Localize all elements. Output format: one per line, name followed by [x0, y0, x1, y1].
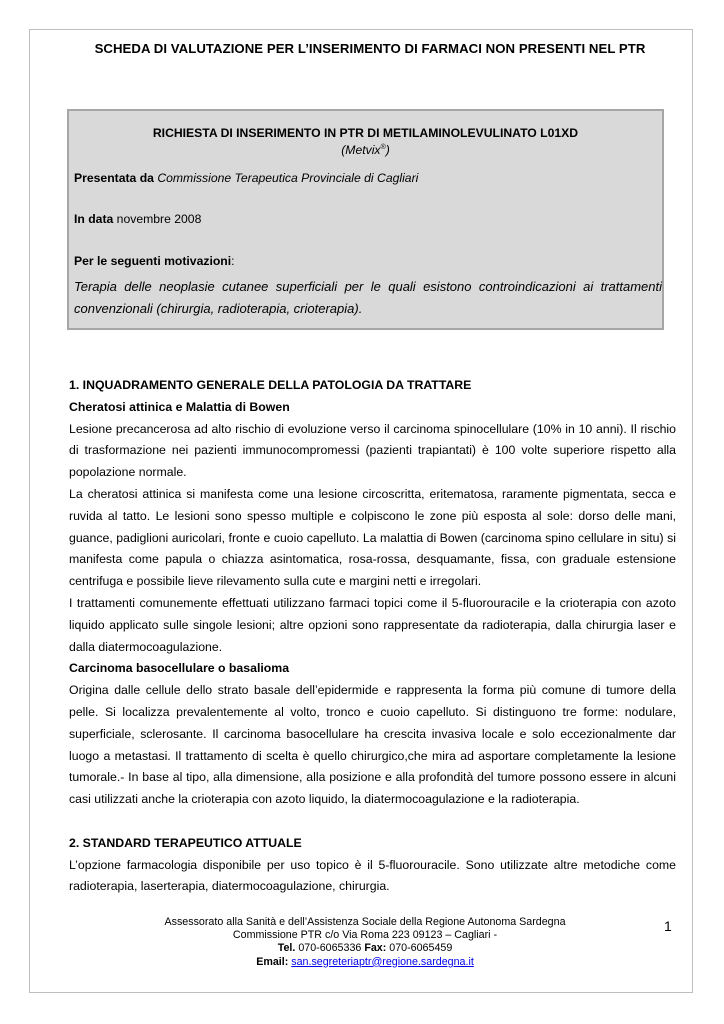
presented-value: Commissione Terapeutica Provinciale di Cagliari [157, 171, 419, 185]
footer-email [100, 956, 630, 969]
drug-name: (Metvix [341, 143, 381, 157]
footer-line-2: Commissione PTR c/o Via Roma 223 09123 – Cagliari - [232, 929, 498, 942]
paragraph: I trattamenti comunemente effettuati utilizzano farmaci topici come il 5-fluorouracile e la crioterapia con azoto liquido applicato sulle singole lesioni; altre opzioni sono rappresentate da radioterapia, dalla chirurgia laser e dalla diatermocoagulazione. [69, 595, 676, 654]
footer [100, 916, 630, 969]
fax-label: Fax: [364, 942, 387, 955]
document-body [69, 375, 676, 898]
paragraph: Origina dalle cellule dello strato basale dell’epidermide e rappresenta la forma più comune di tumore della pelle. Si localizza prevalentemente al volto, tronco e cuoio capelluto. Si distinguono tre forme: nodulare, superficiale, sclerosante. Il carcinoma basocellulare ha crescita invasiva locale e solo eccezionalmente dar luogo a metastasi. Il trattamento di scelta è quello chirurgico,che mira ad asportare completamente la lesione tumorale.- In base al tipo, alla dimensione, alla posizione e alla profondità del tumore possono essere in alcuni casi utilizzati anche la crioterapia con azoto liquido, la diatermocoagulazione e la radioterapia. [69, 683, 676, 807]
registered-mark: ® [380, 143, 386, 151]
date-value: novembre 2008 [116, 212, 202, 226]
spacer [69, 811, 676, 833]
reasons-text: Terapia delle neoplasie cutanee superficiali per le quali esistono controindicazioni ai trattamenti convenzionali (chirurgia, radioterapia, crioterapia). [74, 279, 662, 316]
email-link[interactable]: san.segreteriaptr@regione.sardegna.it [291, 955, 474, 968]
request-title: RICHIESTA DI INSERIMENTO IN PTR DI METILAMINOLEVULINATO L01XD [152, 126, 579, 140]
reasons-colon: : [231, 254, 235, 268]
section1-heading: 1. INQUADRAMENTO GENERALE DELLA PATOLOGIA DA TRATTARE [69, 378, 472, 392]
reasons-line [74, 254, 235, 268]
section1-subheading-keratosis: Cheratosi attinica e Malattia di Bowen [69, 399, 290, 414]
tel-label: Tel. [277, 942, 296, 955]
request-box [67, 109, 664, 330]
presented-label: Presentata da [74, 171, 154, 185]
paragraph: La cheratosi attinica si manifesta come una lesione circoscritta, eritematosa, raramente pigmentata, secca e ruvida al tatto. Le lesioni sono spesso multiple e colpiscono le zone più esposta al sole: dorso delle mani, guance, padiglioni auricolari, fronte e cuoio capelluto. La malattia di Bowen (carcinoma spino cellulare in situ) si manifesta come papula o chiazza asintomatica, rosa-rossa, desquamante, fissa, con graduale estensione centrifuga e possibile lieve rilevamento sulla cute e margini netti e irregolari. [69, 486, 676, 589]
fax-value: 070-6065459 [389, 942, 453, 955]
date-label: In data [74, 212, 114, 226]
drug-close: ) [385, 143, 390, 157]
drug-brand-name [69, 143, 662, 157]
reasons-label: Per le seguenti motivazioni [74, 254, 232, 268]
document-title: SCHEDA DI VALUTAZIONE PER L’INSERIMENTO DI FARMACI NON PRESENTI NEL PTR [94, 41, 646, 56]
section2-heading: 2. STANDARD TERAPEUTICO ATTUALE [69, 835, 302, 850]
footer-line-1: Assessorato alla Sanità e dell’Assistenza Sociale della Regione Autonoma Sardegna [164, 916, 566, 928]
tel-value: 070-6065336 [298, 942, 362, 955]
presented-by-line [74, 171, 418, 185]
paragraph: L’opzione farmacologia disponibile per uso topico è il 5-fluorouracile. Sono utilizzate altre metodiche come radioterapia, laserterapia, diatermocoagulazione, chirurgia. [69, 857, 676, 894]
page-number: 1 [664, 918, 672, 934]
section1-subheading-basalioma: Carcinoma basocellulare o basalioma [69, 661, 290, 676]
date-line [74, 212, 201, 226]
paragraph: Lesione precancerosa ad alto rischio di evoluzione verso il carcinoma spinocellulare (10% in 10 anni). Il rischio di trasformazione nei pazienti immunocompromessi (pazienti trapiantati) è 100 volte superiore rispetto alla popolazione normale. [69, 421, 676, 480]
email-label: Email: [256, 955, 289, 968]
footer-contacts [100, 942, 630, 955]
